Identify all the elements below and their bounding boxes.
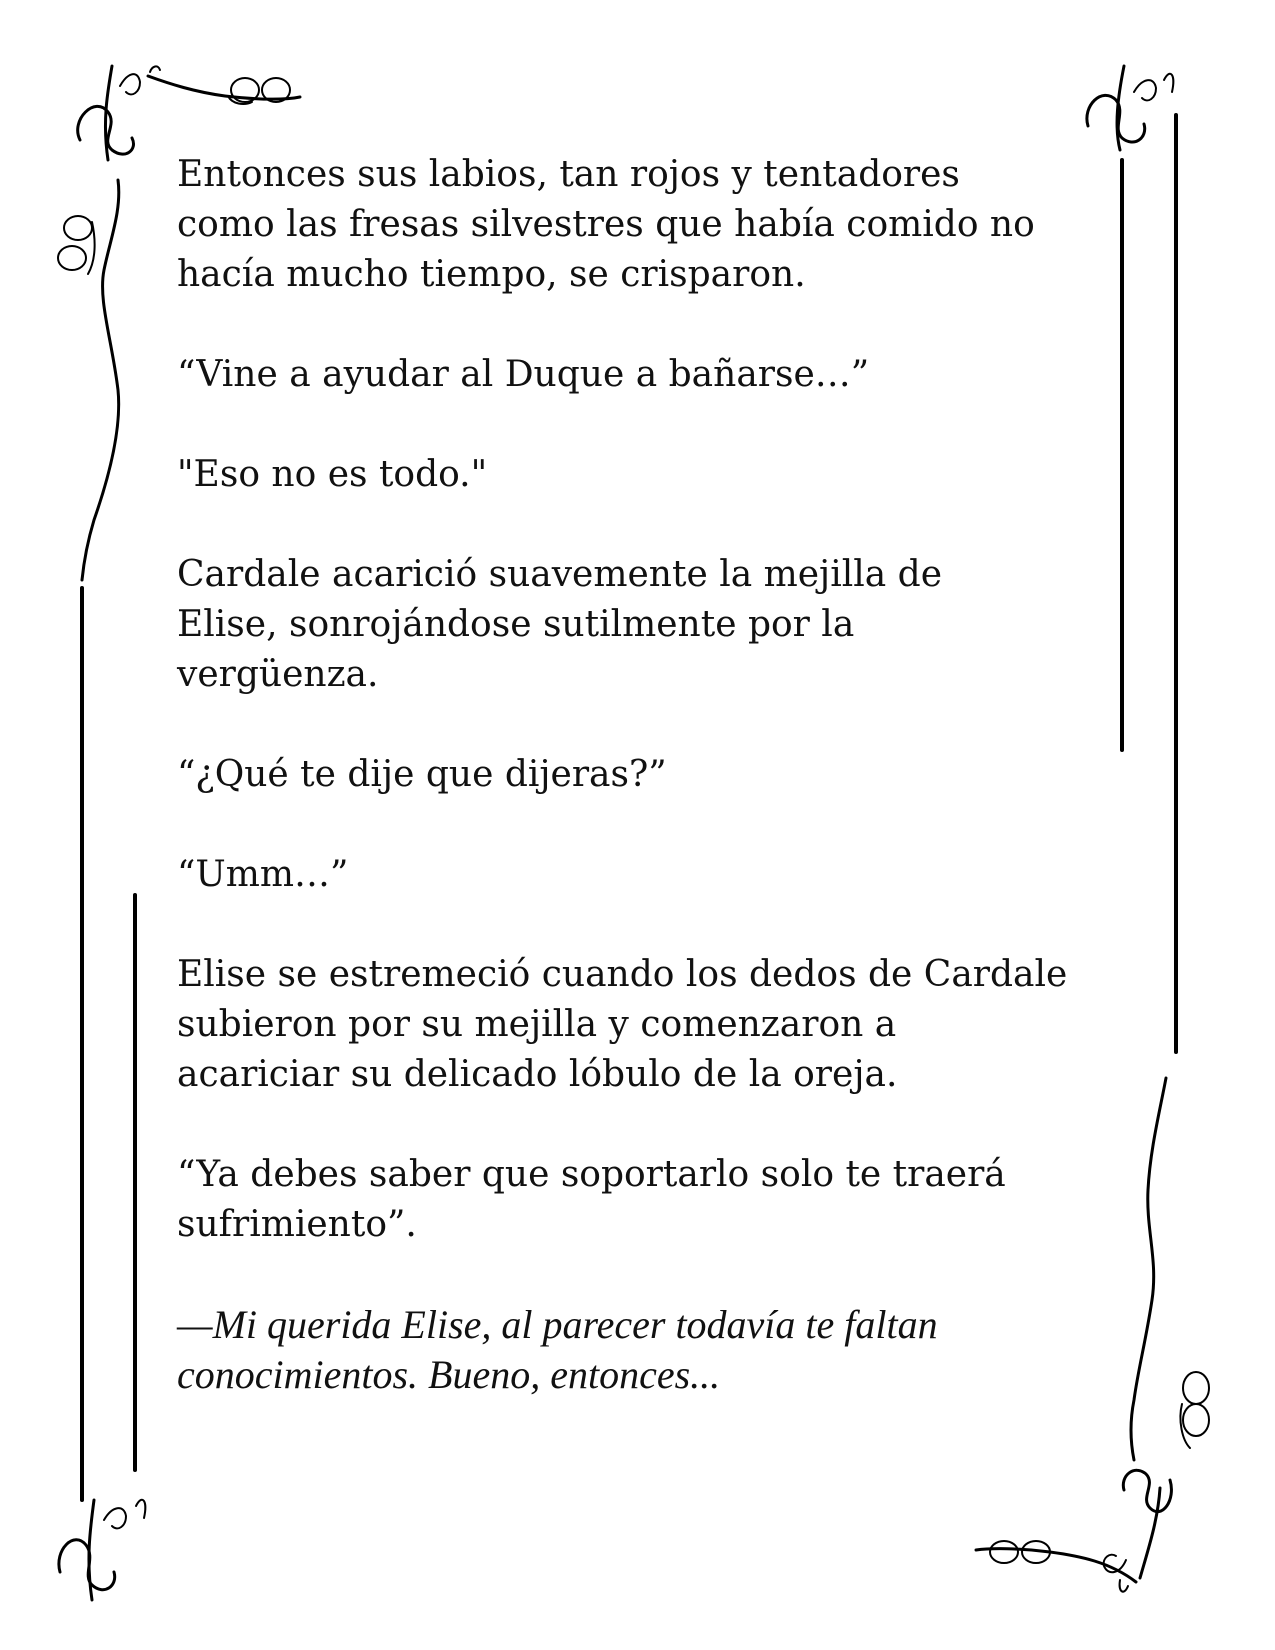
- paragraph-dialogue-italic: —Mi querida Elise, al parecer todavía te faltan conocimientos. Bueno, entonces...: [177, 1302, 938, 1397]
- paragraph-narration-1: Entonces sus labios, tan rojos y tentadores como las fresas silvestres que había comido no hacía mucho tiempo, se crisparon.: [177, 154, 1035, 295]
- paragraph-dialogue-2: "Eso no es todo.": [177, 454, 488, 495]
- top-right-flourish-icon: [1087, 66, 1173, 150]
- bottom-left-flourish-icon: [59, 1500, 145, 1600]
- paragraph-dialogue-3: “¿Qué te dije que dijeras?”: [177, 754, 667, 795]
- paragraph-dialogue-1: “Vine a ayudar al Duque a bañarse…”: [177, 354, 870, 395]
- right-flourish-curve: [1131, 1078, 1166, 1460]
- story-text: [177, 150, 1117, 1450]
- paragraph-dialogue-5: “Ya debes saber que soportarlo solo te traerá sufrimiento”.: [177, 1154, 1006, 1245]
- paragraph-dialogue-4: “Umm…”: [177, 854, 349, 895]
- paragraph-narration-2: Cardale acarició suavemente la mejilla de Elise, sonrojándose sutilmente por la vergüenza.: [177, 554, 943, 695]
- paragraph-narration-3: Elise se estremeció cuando los dedos de Cardale subieron por su mejilla y comenzaron a acariciar su delicado lóbulo de la oreja.: [177, 954, 1068, 1095]
